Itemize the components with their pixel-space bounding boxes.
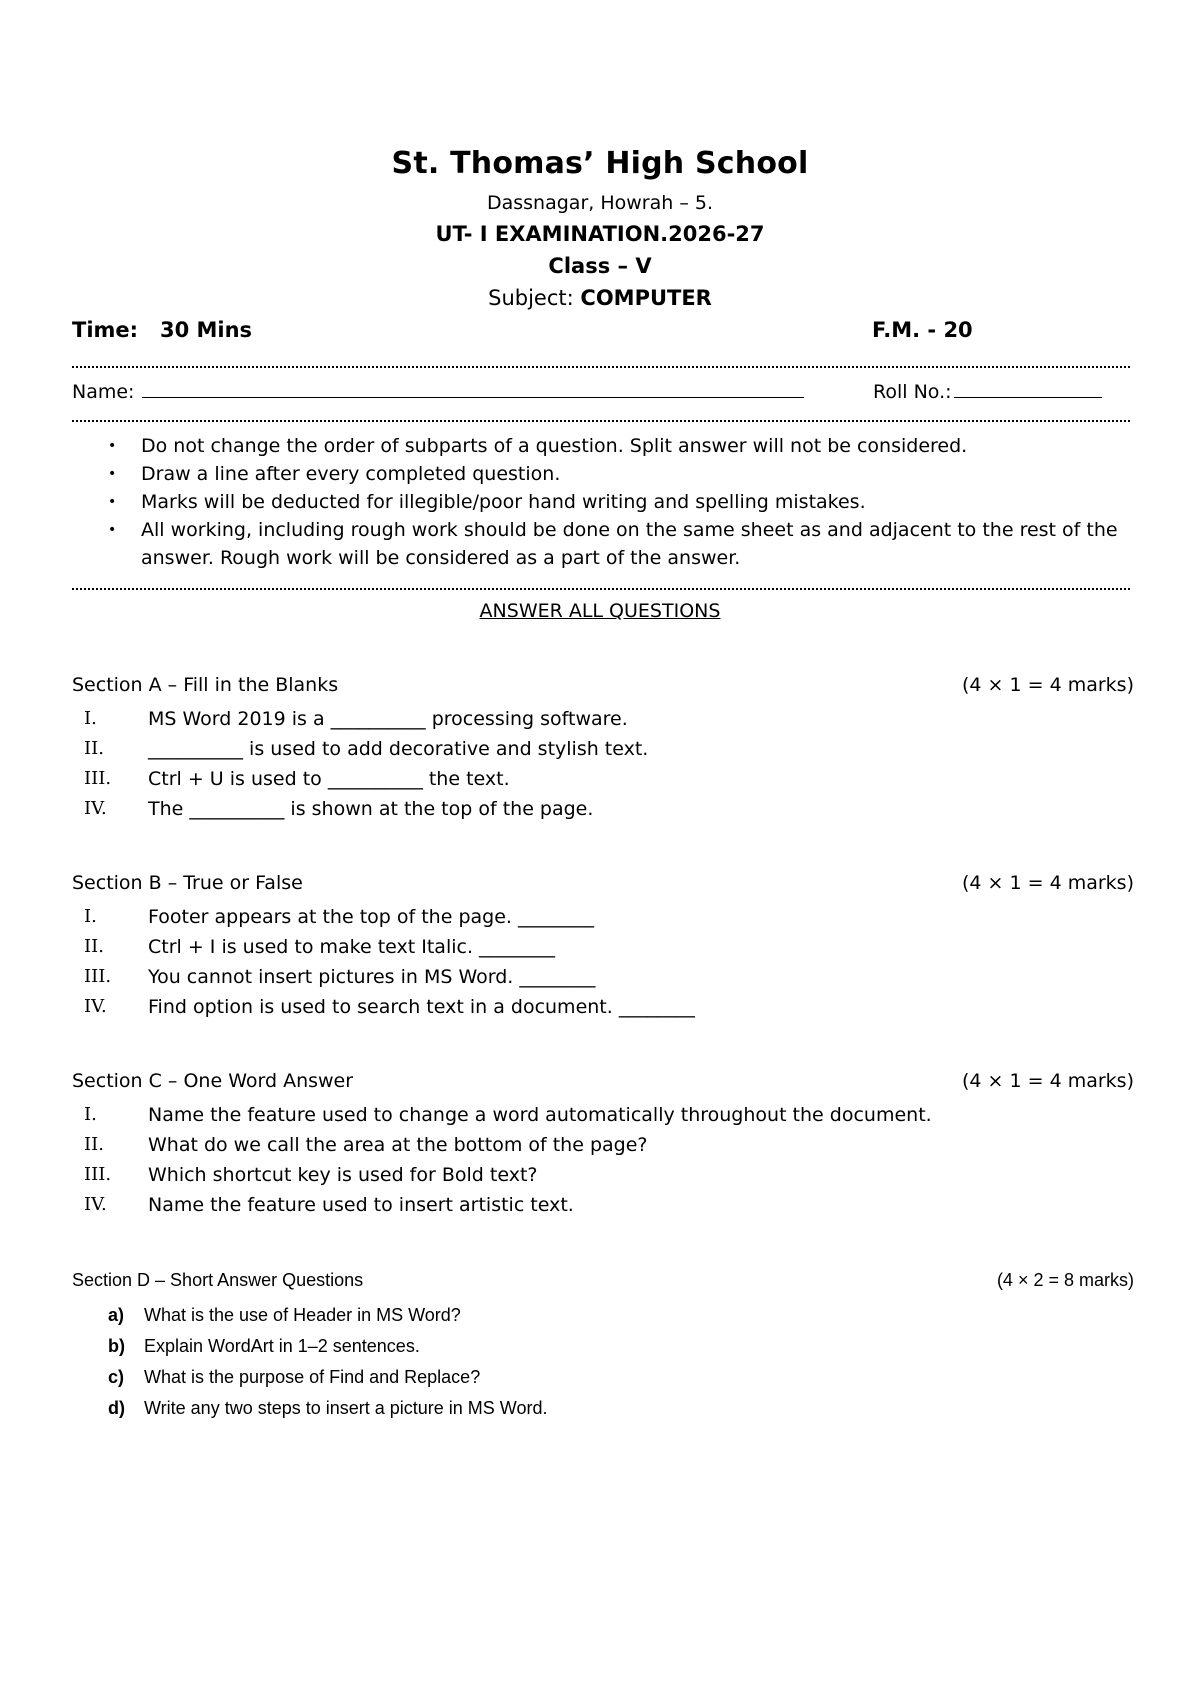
section-marks: (4 × 2 = 8 marks) xyxy=(996,1270,1134,1290)
question-item xyxy=(72,764,1134,794)
question-item xyxy=(72,1160,1134,1190)
instruction-item: • Marks will be deducted for illegible/poor hand writing and spelling mistakes. xyxy=(108,488,1128,516)
name-field[interactable] xyxy=(72,378,804,403)
dotted-divider xyxy=(72,588,1130,590)
school-name: St. Thomas’ High School xyxy=(391,146,809,181)
section-a xyxy=(72,674,1134,824)
question-item xyxy=(72,1300,1134,1331)
question-number: III. xyxy=(84,1164,112,1185)
section-header xyxy=(72,1270,1134,1300)
roll-field[interactable] xyxy=(873,378,1102,403)
question-text: Footer appears at the top of the page. ________ xyxy=(148,906,594,928)
question-text: You cannot insert pictures in MS Word. ________ xyxy=(148,966,596,988)
section-header xyxy=(72,674,1134,704)
section-title: Section B – True or False xyxy=(72,872,303,894)
question-list xyxy=(72,1100,1134,1220)
instruction-item: • All working, including rough work should be done on the same sheet as and adjacent to the rest of the answer. Rough work will be considered as a part of the answer. xyxy=(108,516,1128,572)
question-text: What do we call the area at the bottom of the page? xyxy=(148,1134,648,1156)
question-number: III. xyxy=(84,768,112,789)
question-number: II. xyxy=(84,738,104,759)
question-number: I. xyxy=(84,1104,97,1125)
question-item xyxy=(72,902,1134,932)
instruction-item: • Do not change the order of subparts of a question. Split answer will not be considered. xyxy=(108,432,1128,460)
question-number: I. xyxy=(84,906,97,927)
question-item xyxy=(72,734,1134,764)
name-blank[interactable] xyxy=(142,378,804,398)
section-header xyxy=(72,1070,1134,1100)
question-number: II. xyxy=(84,936,104,957)
question-text: Find option is used to search text in a document. ________ xyxy=(148,996,695,1018)
bullet-icon: • xyxy=(108,522,117,538)
question-item xyxy=(72,1393,1134,1424)
dotted-divider xyxy=(72,366,1130,368)
question-list xyxy=(72,704,1134,824)
question-number: II. xyxy=(84,1134,104,1155)
question-item xyxy=(72,1331,1134,1362)
section-marks: (4 × 1 = 4 marks) xyxy=(962,872,1134,894)
question-list xyxy=(72,902,1134,1022)
question-number: IV. xyxy=(84,996,107,1017)
bullet-icon: • xyxy=(108,466,117,482)
exam-title: UT- I EXAMINATION.2026-27 xyxy=(435,222,765,246)
question-text: The __________ is shown at the top of the page. xyxy=(148,798,594,820)
class-label: Class – V xyxy=(548,254,652,278)
question-item xyxy=(72,932,1134,962)
question-item xyxy=(72,794,1134,824)
question-number: IV. xyxy=(84,798,107,819)
time-allowed: Time: 30 Mins xyxy=(72,318,253,342)
question-list xyxy=(72,1300,1134,1424)
section-header xyxy=(72,872,1134,902)
full-marks: F.M. - 20 xyxy=(872,318,973,342)
bullet-icon: • xyxy=(108,438,117,454)
question-item xyxy=(72,1190,1134,1220)
instructions-list xyxy=(108,432,1128,572)
answer-all-heading: ANSWER ALL QUESTIONS xyxy=(479,600,721,622)
question-item xyxy=(72,962,1134,992)
question-number: IV. xyxy=(84,1194,107,1215)
section-c xyxy=(72,1070,1134,1220)
question-number: III. xyxy=(84,966,112,987)
question-number: b) xyxy=(108,1336,125,1356)
question-number: I. xyxy=(84,708,97,729)
question-text: Which shortcut key is used for Bold text? xyxy=(148,1164,538,1186)
subject-line xyxy=(0,286,1200,310)
question-text: Write any two steps to insert a picture in MS Word. xyxy=(144,1398,548,1418)
question-text: Name the feature used to insert artistic text. xyxy=(148,1194,574,1216)
subject-value: COMPUTER xyxy=(580,286,712,310)
section-title: Section A – Fill in the Blanks xyxy=(72,674,339,696)
section-marks: (4 × 1 = 4 marks) xyxy=(962,1070,1134,1092)
question-item xyxy=(72,1130,1134,1160)
question-text: Explain WordArt in 1–2 sentences. xyxy=(144,1336,420,1356)
section-b xyxy=(72,872,1134,1022)
question-text: MS Word 2019 is a __________ processing software. xyxy=(148,708,628,730)
section-marks: (4 × 1 = 4 marks) xyxy=(962,674,1134,696)
question-text: Ctrl + U is used to __________ the text. xyxy=(148,768,510,790)
bullet-icon: • xyxy=(108,494,117,510)
name-label: Name: xyxy=(72,381,135,403)
question-item xyxy=(72,992,1134,1022)
question-item xyxy=(72,1362,1134,1393)
question-number: a) xyxy=(108,1305,125,1325)
question-text: What is the use of Header in MS Word? xyxy=(144,1305,461,1325)
section-title: Section C – One Word Answer xyxy=(72,1070,354,1092)
question-text: __________ is used to add decorative and stylish text. xyxy=(148,738,649,760)
question-text: Name the feature used to change a word automatically throughout the document. xyxy=(148,1104,932,1126)
question-item xyxy=(72,704,1134,734)
section-d xyxy=(72,1270,1134,1424)
school-address: Dassnagar, Howrah – 5. xyxy=(486,192,713,214)
question-text: What is the purpose of Find and Replace? xyxy=(144,1367,481,1387)
roll-label: Roll No.: xyxy=(873,381,952,403)
subject-label: Subject: xyxy=(488,286,574,310)
question-number: d) xyxy=(108,1398,125,1418)
question-item xyxy=(72,1100,1134,1130)
section-title: Section D – Short Answer Questions xyxy=(72,1270,364,1290)
roll-blank[interactable] xyxy=(954,378,1102,398)
question-number: c) xyxy=(108,1367,125,1387)
dotted-divider xyxy=(72,420,1130,422)
instruction-item: • Draw a line after every completed question. xyxy=(108,460,1128,488)
question-text: Ctrl + I is used to make text Italic. ________ xyxy=(148,936,556,958)
